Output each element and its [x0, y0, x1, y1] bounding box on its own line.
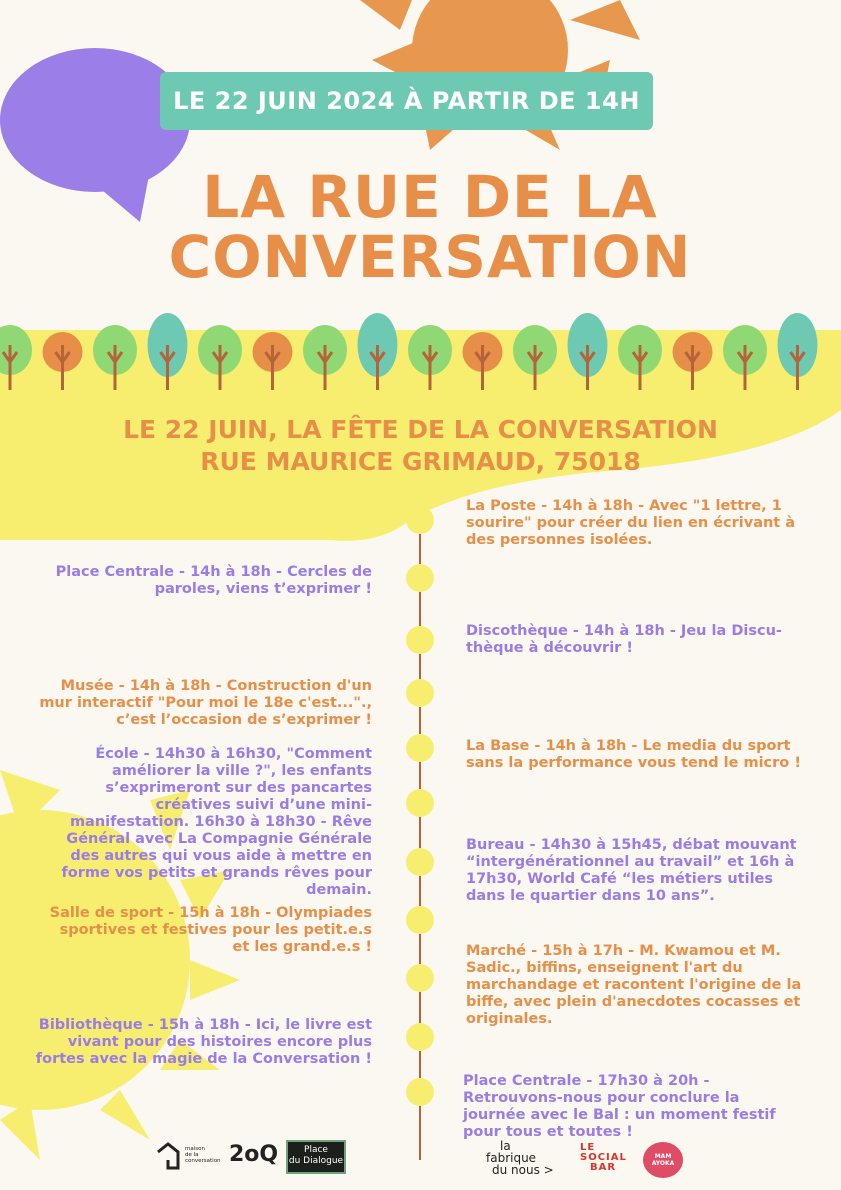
- title-line-1: LA RUE DE LA: [202, 163, 658, 231]
- logo-maison-text-3: conversation: [185, 1158, 221, 1164]
- logo-mam-text: MAM AYOKA: [651, 1153, 675, 1167]
- logo-social-text-2: SOCIAL: [580, 1152, 627, 1163]
- logo-zoq: 2oQ: [229, 1142, 279, 1167]
- timeline-dot: [406, 564, 434, 592]
- logo-social-bar: [580, 1143, 630, 1173]
- timeline-dot: [406, 964, 434, 992]
- title-line-2: CONVERSATION: [168, 223, 692, 291]
- logo-fabrique-text-2: fabrique: [486, 1151, 537, 1165]
- logo-social-text-1: LE: [580, 1142, 596, 1153]
- event-musee: Musée - 14h à 18h - Construction d'un mur interactif "Pour moi le 18e c'est..."., c’est l’occasion de s’exprimer !: [39, 678, 372, 728]
- event-place-centrale-bal: Place Centrale - 17h30 à 20h - Retrouvons-nous pour conclure la journée avec le Bal : un moment festif pour tous et toutes !: [463, 1073, 776, 1140]
- timeline-dot: [406, 848, 434, 876]
- logo-social-text-3: BAR: [590, 1162, 617, 1173]
- timeline-dot: [406, 734, 434, 762]
- event-discotheque: Discothèque - 14h à 18h - Jeu la Discu-thèque à découvrir !: [466, 623, 782, 656]
- event-salle-de-sport: Salle de sport - 15h à 18h - Olympiades sportives et festives pour les petit.e.s et les grand.e.s !: [49, 905, 372, 955]
- house-icon: [155, 1140, 181, 1172]
- timeline-dot: [406, 789, 434, 817]
- logo-maison-text-2: de la: [185, 1152, 199, 1158]
- logo-fabrique-du-nous: [486, 1140, 566, 1176]
- timeline-dot: [406, 1078, 434, 1106]
- event-bibliotheque: Bibliothèque - 15h à 18h - Ici, le livre est vivant pour des histoires encore plus fortes avec la magie de la Conversation !: [35, 1017, 372, 1067]
- event-la-base: La Base - 14h à 18h - Le media du sport sans la performance vous tend le micro !: [466, 738, 801, 771]
- logo-place-text-1: Place: [304, 1145, 328, 1155]
- logo-mam-ayoka: [643, 1142, 683, 1178]
- subhead-line-1: LE 22 JUIN, LA FÊTE DE LA CONVERSATION: [123, 415, 718, 444]
- timeline-dot: [406, 1023, 434, 1051]
- logo-place-text-2: du Dialogue: [288, 1156, 344, 1166]
- logo-maison-text-1: maison: [185, 1146, 205, 1152]
- event-place-centrale: Place Centrale - 14h à 18h - Cercles de paroles, viens t’exprimer !: [55, 564, 372, 597]
- logo-place-du-dialogue: [286, 1140, 346, 1174]
- subhead-line-2: RUE MAURICE GRIMAUD, 75018: [200, 447, 641, 476]
- event-bureau: Bureau - 14h30 à 15h45, débat mouvant “intergénérationnel au travail” et 16h à 17h30, World Café “les métiers utiles dans le quartier dans 10 ans”.: [466, 837, 797, 904]
- event-marche: Marché - 15h à 17h - M. Kwamou et M. Sadic., biffins, enseignent l'art du marchandage et racontent l'origine de la biffe, avec plein d'anecdotes cocasses et originales.: [466, 943, 802, 1027]
- logo-maison-conversation: [155, 1140, 225, 1174]
- timeline-dot: [406, 626, 434, 654]
- logo-fabrique-text-3: du nous >: [492, 1163, 554, 1177]
- logo-fabrique-text-1: la: [500, 1139, 511, 1153]
- timeline-dot: [406, 679, 434, 707]
- event-la-poste: La Poste - 14h à 18h - Avec "1 lettre, 1 sourire" pour créer du lien en écrivant à des personnes isolées.: [466, 498, 796, 548]
- timeline-dot: [406, 906, 434, 934]
- date-banner: LE 22 JUIN 2024 À PARTIR DE 14H: [160, 72, 653, 130]
- event-ecole: École - 14h30 à 16h30, "Comment améliorer la ville ?", les enfants s’exprimeront sur des pancartes créatives suivi d’une mini-manifestation. 16h30 à 18h30 - Rêve Général avec La Compagnie Générale des autres qui vous aide à mettre en forme vos petits et grands rêves pour demain.: [61, 746, 372, 898]
- timeline-dot: [406, 506, 434, 534]
